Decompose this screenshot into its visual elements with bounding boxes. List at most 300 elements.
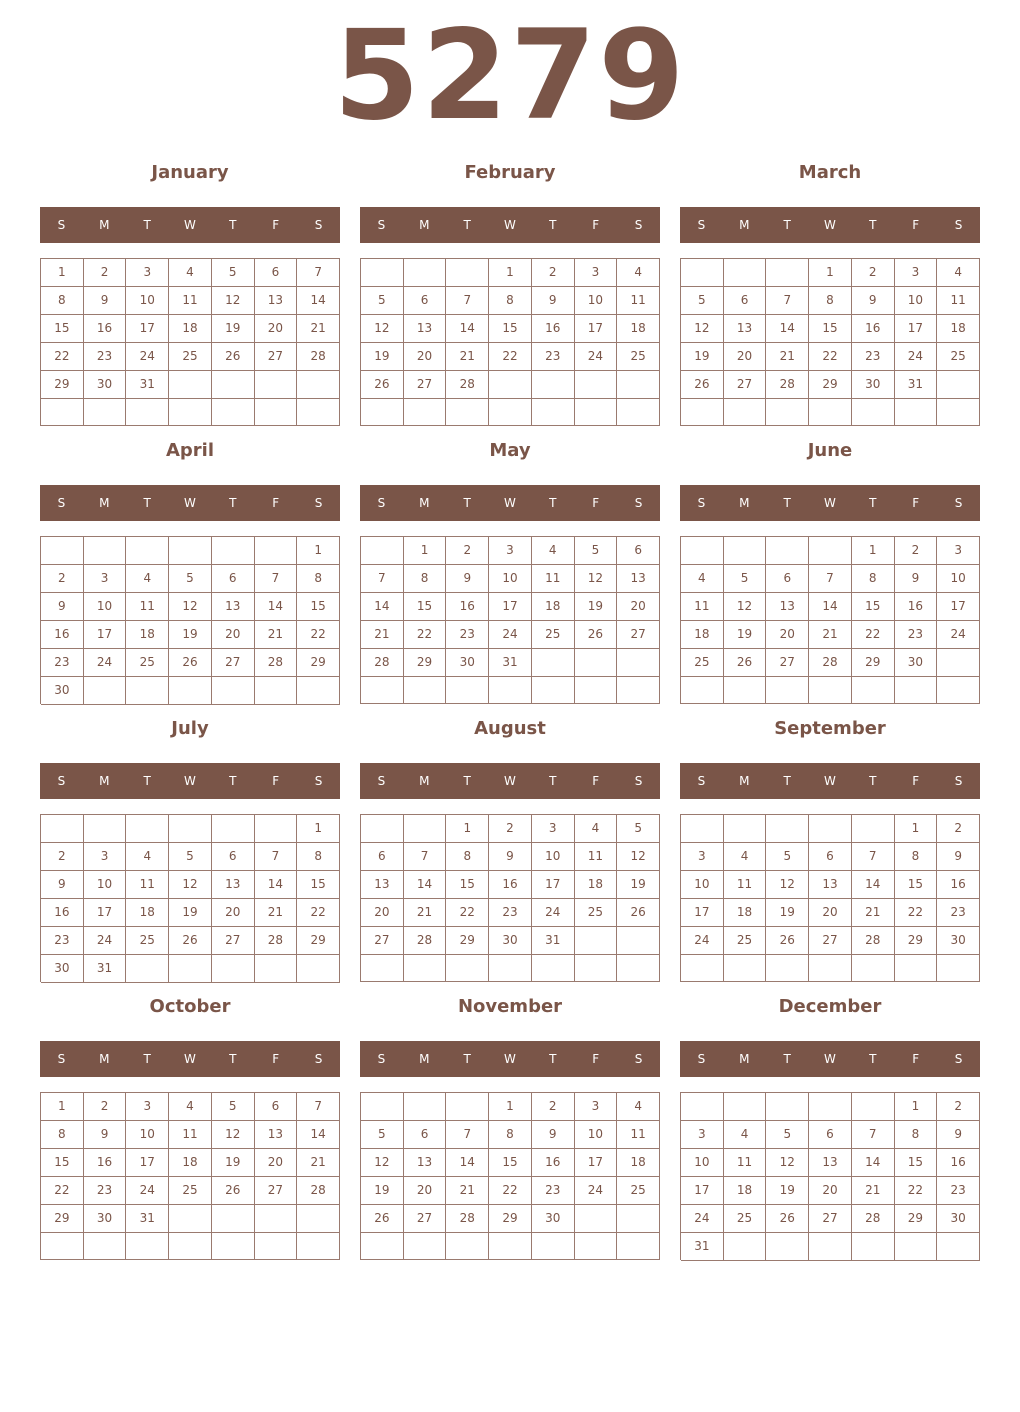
empty-cell	[937, 955, 980, 982]
weekday-label: S	[954, 218, 963, 232]
day-cell: 21	[404, 899, 447, 927]
day-cell: 8	[41, 287, 84, 315]
empty-cell	[404, 815, 447, 843]
day-cell: 21	[446, 1177, 489, 1205]
day-cell: 9	[41, 871, 84, 899]
day-cell: 20	[212, 621, 255, 649]
empty-cell	[41, 815, 84, 843]
day-cell: 23	[41, 649, 84, 677]
day-cell: 10	[937, 565, 980, 593]
weekday-label: S	[634, 774, 643, 788]
day-cell: 16	[41, 621, 84, 649]
day-cell: 25	[724, 1205, 767, 1233]
weekday-label: W	[504, 774, 516, 788]
day-cell: 21	[809, 621, 852, 649]
day-cell: 26	[169, 927, 212, 955]
day-cell: 6	[212, 565, 255, 593]
day-cell: 19	[212, 1149, 255, 1177]
weekday-label: T	[229, 218, 237, 232]
day-cell: 13	[724, 315, 767, 343]
weekday-header	[40, 485, 340, 521]
day-cell: 27	[809, 927, 852, 955]
empty-cell	[126, 399, 169, 426]
day-cell: 18	[617, 315, 660, 343]
day-cell: 2	[84, 1093, 127, 1121]
day-cell: 8	[489, 287, 532, 315]
day-cell: 4	[126, 843, 169, 871]
day-cell: 28	[255, 927, 298, 955]
weekday-header	[360, 207, 660, 243]
day-cell: 10	[681, 871, 724, 899]
empty-cell	[297, 1205, 340, 1233]
day-cell: 22	[297, 621, 340, 649]
empty-cell	[681, 955, 724, 982]
day-cell: 29	[809, 371, 852, 399]
day-cell: 24	[895, 343, 938, 371]
weekday-header	[360, 485, 660, 521]
weekday-header	[40, 1041, 340, 1077]
day-cell: 26	[212, 343, 255, 371]
day-cell: 18	[169, 1149, 212, 1177]
day-cell: 25	[126, 649, 169, 677]
weekday-label: T	[783, 496, 791, 510]
empty-cell	[255, 537, 298, 565]
empty-cell	[297, 955, 340, 983]
weekday-label: S	[377, 1052, 386, 1066]
weekday-label: F	[592, 218, 600, 232]
empty-cell	[852, 677, 895, 704]
empty-cell	[575, 371, 618, 399]
day-cell: 25	[575, 899, 618, 927]
empty-cell	[212, 1233, 255, 1260]
day-cell: 22	[41, 343, 84, 371]
day-cell: 27	[404, 1205, 447, 1233]
weekday-label: W	[504, 218, 516, 232]
day-cell: 5	[169, 565, 212, 593]
day-cell: 3	[532, 815, 575, 843]
empty-cell	[809, 399, 852, 426]
empty-cell	[724, 537, 767, 565]
day-cell: 20	[809, 899, 852, 927]
month-name: January	[151, 162, 229, 183]
day-cell: 29	[404, 649, 447, 677]
day-cell: 19	[681, 343, 724, 371]
day-cell: 8	[852, 565, 895, 593]
day-cell: 15	[297, 871, 340, 899]
empty-cell	[617, 927, 660, 955]
empty-cell	[489, 399, 532, 426]
empty-cell	[575, 1233, 618, 1260]
day-cell: 3	[84, 843, 127, 871]
day-cell: 5	[766, 1121, 809, 1149]
day-cell: 1	[404, 537, 447, 565]
weekday-label: T	[463, 1052, 471, 1066]
empty-cell	[361, 677, 404, 704]
weekday-label: W	[504, 1052, 516, 1066]
day-cell: 15	[895, 1149, 938, 1177]
day-cell: 29	[489, 1205, 532, 1233]
day-cell: 6	[255, 259, 298, 287]
empty-cell	[681, 259, 724, 287]
weekday-label: T	[869, 496, 877, 510]
empty-cell	[446, 955, 489, 982]
day-cell: 2	[532, 259, 575, 287]
day-cell: 30	[937, 1205, 980, 1233]
weekday-label: S	[697, 496, 706, 510]
day-cell: 9	[532, 1121, 575, 1149]
day-cell: 9	[852, 287, 895, 315]
empty-cell	[766, 259, 809, 287]
day-cell: 4	[681, 565, 724, 593]
weekday-label: T	[783, 1052, 791, 1066]
day-cell: 29	[895, 1205, 938, 1233]
day-cell: 27	[617, 621, 660, 649]
day-cell: 16	[532, 315, 575, 343]
empty-cell	[255, 371, 298, 399]
day-grid	[680, 1092, 980, 1260]
empty-cell	[212, 537, 255, 565]
empty-cell	[41, 537, 84, 565]
day-cell: 13	[617, 565, 660, 593]
empty-cell	[404, 677, 447, 704]
day-cell: 2	[41, 843, 84, 871]
day-cell: 5	[575, 537, 618, 565]
weekday-label: S	[634, 496, 643, 510]
empty-cell	[84, 537, 127, 565]
empty-cell	[724, 677, 767, 704]
day-cell: 20	[255, 315, 298, 343]
day-cell: 12	[724, 593, 767, 621]
day-cell: 23	[895, 621, 938, 649]
empty-cell	[169, 371, 212, 399]
day-cell: 22	[297, 899, 340, 927]
weekday-label: S	[314, 496, 323, 510]
day-cell: 4	[169, 1093, 212, 1121]
day-cell: 20	[212, 899, 255, 927]
empty-cell	[809, 1093, 852, 1121]
day-cell: 4	[937, 259, 980, 287]
day-cell: 2	[937, 815, 980, 843]
weekday-label: M	[419, 774, 430, 788]
day-cell: 1	[489, 1093, 532, 1121]
empty-cell	[255, 955, 298, 983]
day-cell: 17	[532, 871, 575, 899]
weekday-label: T	[549, 496, 557, 510]
day-cell: 5	[617, 815, 660, 843]
day-cell: 24	[84, 649, 127, 677]
year-title: 5279	[333, 4, 687, 148]
day-cell: 7	[297, 1093, 340, 1121]
weekday-label: M	[739, 1052, 750, 1066]
weekday-label: W	[184, 1052, 196, 1066]
day-cell: 26	[169, 649, 212, 677]
day-cell: 6	[255, 1093, 298, 1121]
day-cell: 24	[126, 1177, 169, 1205]
weekday-label: M	[739, 774, 750, 788]
empty-cell	[532, 677, 575, 704]
empty-cell	[766, 1233, 809, 1261]
day-cell: 28	[297, 343, 340, 371]
day-cell: 12	[212, 287, 255, 315]
empty-cell	[126, 815, 169, 843]
day-cell: 17	[681, 1177, 724, 1205]
empty-cell	[937, 371, 980, 399]
day-cell: 16	[446, 593, 489, 621]
day-cell: 27	[766, 649, 809, 677]
day-cell: 24	[681, 1205, 724, 1233]
day-cell: 22	[852, 621, 895, 649]
empty-cell	[852, 1233, 895, 1261]
month-name: May	[489, 440, 531, 461]
day-cell: 18	[681, 621, 724, 649]
day-cell: 8	[297, 565, 340, 593]
weekday-label: T	[143, 218, 151, 232]
weekday-label: T	[229, 496, 237, 510]
day-cell: 14	[404, 871, 447, 899]
day-grid	[40, 536, 340, 704]
day-cell: 23	[532, 343, 575, 371]
day-cell: 14	[446, 315, 489, 343]
day-cell: 2	[489, 815, 532, 843]
day-cell: 6	[766, 565, 809, 593]
day-cell: 9	[446, 565, 489, 593]
empty-cell	[937, 649, 980, 677]
day-cell: 13	[404, 315, 447, 343]
day-cell: 9	[937, 843, 980, 871]
day-cell: 2	[41, 565, 84, 593]
day-cell: 31	[126, 1205, 169, 1233]
day-cell: 8	[41, 1121, 84, 1149]
weekday-label: W	[824, 218, 836, 232]
day-cell: 7	[766, 287, 809, 315]
day-cell: 19	[766, 899, 809, 927]
day-cell: 7	[361, 565, 404, 593]
day-cell: 23	[489, 899, 532, 927]
day-cell: 20	[809, 1177, 852, 1205]
day-cell: 3	[937, 537, 980, 565]
day-grid	[40, 1092, 340, 1260]
empty-cell	[617, 649, 660, 677]
empty-cell	[212, 955, 255, 983]
day-cell: 21	[255, 621, 298, 649]
day-cell: 4	[724, 1121, 767, 1149]
day-cell: 22	[404, 621, 447, 649]
day-cell: 13	[212, 593, 255, 621]
weekday-label: F	[272, 496, 280, 510]
day-cell: 19	[361, 343, 404, 371]
day-cell: 12	[361, 1149, 404, 1177]
empty-cell	[255, 677, 298, 705]
empty-cell	[575, 955, 618, 982]
empty-cell	[84, 677, 127, 705]
day-cell: 31	[681, 1233, 724, 1261]
weekday-label: W	[184, 496, 196, 510]
day-cell: 1	[297, 537, 340, 565]
day-cell: 13	[404, 1149, 447, 1177]
day-cell: 27	[255, 1177, 298, 1205]
day-grid	[360, 1092, 660, 1260]
month-name: February	[464, 162, 556, 183]
day-cell: 4	[617, 1093, 660, 1121]
day-cell: 1	[297, 815, 340, 843]
weekday-label: S	[57, 774, 66, 788]
day-cell: 14	[297, 1121, 340, 1149]
day-cell: 2	[446, 537, 489, 565]
empty-cell	[575, 677, 618, 704]
day-cell: 19	[169, 621, 212, 649]
empty-cell	[446, 1093, 489, 1121]
weekday-label: M	[99, 496, 110, 510]
empty-cell	[297, 371, 340, 399]
day-cell: 11	[937, 287, 980, 315]
day-cell: 30	[895, 649, 938, 677]
empty-cell	[681, 677, 724, 704]
day-cell: 27	[724, 371, 767, 399]
empty-cell	[895, 1233, 938, 1261]
day-cell: 26	[361, 371, 404, 399]
day-cell: 19	[212, 315, 255, 343]
empty-cell	[361, 537, 404, 565]
empty-cell	[297, 399, 340, 426]
day-cell: 23	[852, 343, 895, 371]
day-cell: 16	[532, 1149, 575, 1177]
day-cell: 23	[937, 899, 980, 927]
day-cell: 30	[532, 1205, 575, 1233]
day-cell: 29	[446, 927, 489, 955]
day-cell: 30	[41, 677, 84, 705]
day-cell: 24	[532, 899, 575, 927]
day-cell: 1	[446, 815, 489, 843]
day-cell: 3	[895, 259, 938, 287]
empty-cell	[126, 955, 169, 983]
day-cell: 28	[852, 927, 895, 955]
day-cell: 13	[361, 871, 404, 899]
weekday-label: F	[272, 218, 280, 232]
day-cell: 22	[446, 899, 489, 927]
day-cell: 1	[41, 1093, 84, 1121]
weekday-header	[680, 485, 980, 521]
weekday-label: F	[592, 496, 600, 510]
day-cell: 28	[297, 1177, 340, 1205]
day-grid	[680, 814, 980, 982]
empty-cell	[489, 1233, 532, 1260]
day-cell: 26	[724, 649, 767, 677]
month-name: December	[778, 996, 882, 1017]
day-cell: 11	[126, 871, 169, 899]
day-cell: 16	[84, 1149, 127, 1177]
day-cell: 6	[361, 843, 404, 871]
day-cell: 24	[575, 1177, 618, 1205]
day-cell: 22	[895, 899, 938, 927]
day-cell: 15	[41, 1149, 84, 1177]
weekday-label: F	[912, 774, 920, 788]
day-cell: 29	[297, 649, 340, 677]
day-cell: 30	[489, 927, 532, 955]
weekday-label: S	[57, 496, 66, 510]
month-name: November	[457, 996, 563, 1017]
weekday-label: W	[824, 774, 836, 788]
day-cell: 7	[809, 565, 852, 593]
day-cell: 4	[575, 815, 618, 843]
day-cell: 27	[361, 927, 404, 955]
day-cell: 18	[617, 1149, 660, 1177]
empty-cell	[895, 399, 938, 426]
day-cell: 29	[41, 371, 84, 399]
day-cell: 19	[766, 1177, 809, 1205]
empty-cell	[297, 1233, 340, 1260]
day-cell: 2	[532, 1093, 575, 1121]
day-cell: 14	[446, 1149, 489, 1177]
day-cell: 10	[575, 1121, 618, 1149]
day-cell: 11	[724, 1149, 767, 1177]
day-cell: 24	[126, 343, 169, 371]
day-cell: 26	[617, 899, 660, 927]
month-name: October	[149, 996, 231, 1017]
day-cell: 17	[489, 593, 532, 621]
empty-cell	[766, 1093, 809, 1121]
empty-cell	[766, 677, 809, 704]
day-cell: 19	[169, 899, 212, 927]
empty-cell	[489, 677, 532, 704]
day-cell: 12	[766, 1149, 809, 1177]
day-grid	[360, 814, 660, 982]
empty-cell	[809, 537, 852, 565]
weekday-label: S	[954, 774, 963, 788]
day-cell: 10	[126, 287, 169, 315]
weekday-label: M	[419, 496, 430, 510]
day-cell: 15	[489, 315, 532, 343]
day-cell: 18	[724, 1177, 767, 1205]
day-grid	[680, 536, 980, 704]
weekday-label: S	[377, 496, 386, 510]
weekday-header	[680, 1041, 980, 1077]
day-cell: 13	[212, 871, 255, 899]
day-cell: 12	[766, 871, 809, 899]
day-cell: 25	[681, 649, 724, 677]
day-cell: 13	[255, 1121, 298, 1149]
empty-cell	[297, 677, 340, 705]
day-cell: 8	[895, 843, 938, 871]
day-cell: 24	[489, 621, 532, 649]
day-cell: 2	[937, 1093, 980, 1121]
empty-cell	[169, 1205, 212, 1233]
weekday-label: W	[504, 496, 516, 510]
weekday-label: S	[377, 218, 386, 232]
day-cell: 10	[575, 287, 618, 315]
day-grid	[40, 258, 340, 426]
empty-cell	[724, 399, 767, 426]
weekday-label: M	[99, 1052, 110, 1066]
day-cell: 24	[575, 343, 618, 371]
empty-cell	[361, 399, 404, 426]
empty-cell	[852, 399, 895, 426]
day-cell: 14	[255, 871, 298, 899]
day-cell: 30	[41, 955, 84, 983]
day-cell: 15	[895, 871, 938, 899]
day-cell: 9	[489, 843, 532, 871]
weekday-label: T	[229, 774, 237, 788]
empty-cell	[446, 677, 489, 704]
day-cell: 30	[937, 927, 980, 955]
day-cell: 21	[852, 899, 895, 927]
day-cell: 15	[297, 593, 340, 621]
weekday-label: S	[314, 1052, 323, 1066]
day-cell: 11	[575, 843, 618, 871]
weekday-label: F	[912, 1052, 920, 1066]
day-cell: 23	[84, 343, 127, 371]
day-cell: 2	[84, 259, 127, 287]
weekday-label: S	[697, 1052, 706, 1066]
